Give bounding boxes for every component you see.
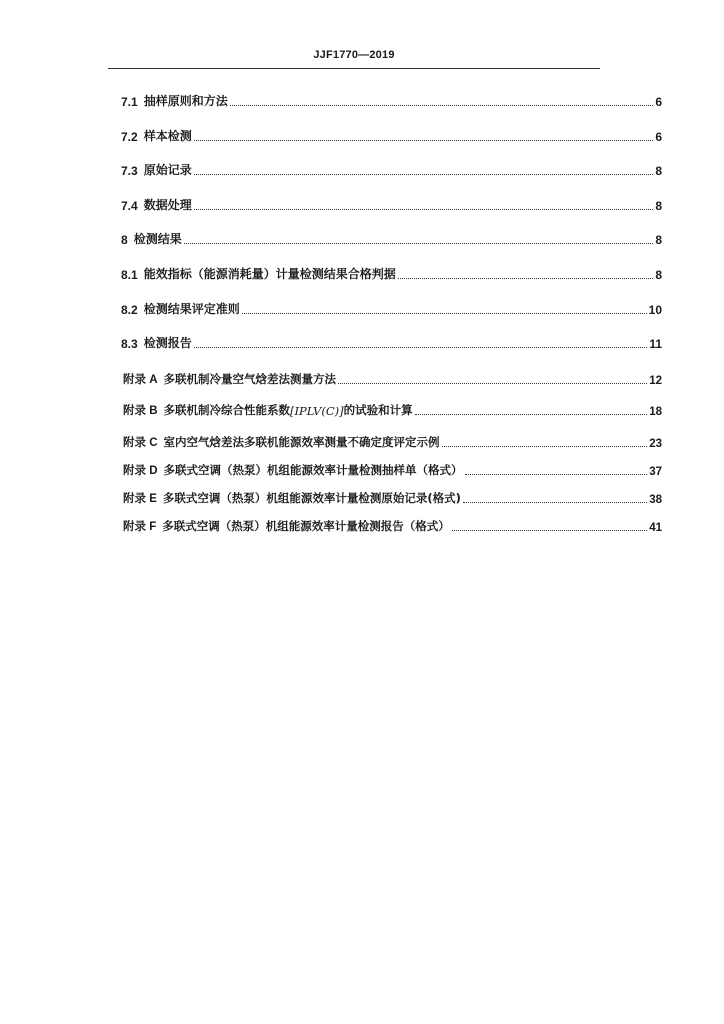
- toc-title: 多联式空调（热泵）机组能源效率计量检测原始记录(格式): [162, 491, 461, 505]
- toc-entry-8-2[interactable]: [121, 299, 662, 317]
- dot-leader: [452, 530, 647, 531]
- toc-number: 7.1: [121, 95, 138, 109]
- toc-entry-7-3[interactable]: [121, 160, 662, 178]
- toc-entry-8-3[interactable]: [121, 333, 662, 351]
- toc-title: 多联式空调（热泵）机组能源效率计量检测报告（格式）: [162, 519, 450, 533]
- dot-leader: [465, 474, 648, 475]
- toc-entry-appendix-d[interactable]: [123, 460, 662, 478]
- toc-entry-8[interactable]: [121, 229, 662, 247]
- dot-leader: [338, 383, 647, 384]
- dot-leader: [398, 278, 654, 279]
- toc-number: 8.2: [121, 303, 138, 317]
- toc-page-number: 8: [655, 164, 662, 178]
- toc-page-number: 37: [649, 466, 662, 478]
- toc-number: 8.3: [121, 337, 138, 351]
- toc-title: 检测结果评定准则: [143, 302, 240, 316]
- toc-title: 原始记录: [143, 163, 192, 177]
- toc-title: 能效指标（能源消耗量）计量检测结果合格判据: [143, 267, 396, 281]
- toc-page-number: 6: [655, 95, 662, 109]
- appendix-label: 附录 F: [123, 521, 157, 533]
- dot-leader: [415, 414, 648, 415]
- toc-number: 8.1: [121, 268, 138, 282]
- toc-number: 7.3: [121, 164, 138, 178]
- appendix-label: 附录 C: [123, 437, 158, 449]
- toc-page-number: 8: [655, 233, 662, 247]
- toc-number: 8: [121, 233, 128, 247]
- toc-page-number: 41: [649, 522, 662, 534]
- iplv-formula: [IPLV(C)]: [290, 404, 344, 418]
- toc-title: 检测结果: [133, 232, 182, 246]
- header-rule: [108, 68, 600, 69]
- toc-title: 多联机制冷量空气焓差法测量方法: [163, 372, 336, 386]
- dot-leader: [194, 140, 654, 141]
- dot-leader: [442, 446, 648, 447]
- toc-entry-appendix-b[interactable]: [123, 400, 662, 418]
- toc-title: 样本检测: [143, 129, 192, 143]
- toc-title: 室内空气焓差法多联机能源效率测量不确定度评定示例: [163, 435, 440, 449]
- toc-page-number: 6: [655, 130, 662, 144]
- dot-leader: [194, 174, 654, 175]
- appendix-label: 附录 A: [123, 374, 158, 386]
- toc-entry-appendix-f[interactable]: [123, 516, 662, 534]
- toc-title-part: 的试验和计算: [343, 403, 413, 417]
- dot-leader: [194, 347, 648, 348]
- toc-number: 7.4: [121, 199, 138, 213]
- toc-entry-7-1[interactable]: [121, 91, 662, 109]
- dot-leader: [242, 313, 647, 314]
- toc-page-number: 10: [648, 303, 662, 317]
- appendix-label: 附录 B: [123, 405, 158, 417]
- toc-page-number: 18: [649, 406, 662, 418]
- toc-page-number: 8: [655, 268, 662, 282]
- toc-title: 检测报告: [143, 336, 192, 350]
- toc-page-number: 38: [649, 494, 662, 506]
- toc-title: 抽样原则和方法: [143, 94, 228, 108]
- toc-page-number: 12: [649, 375, 662, 387]
- appendix-label: 附录 D: [123, 465, 158, 477]
- dot-leader: [463, 502, 647, 503]
- toc-title: 多联式空调（热泵）机组能源效率计量检测抽样单（格式）: [163, 463, 463, 477]
- dot-leader: [194, 209, 654, 210]
- toc-page-number: 8: [655, 199, 662, 213]
- toc-page-number: 11: [649, 337, 662, 351]
- dot-leader: [230, 105, 654, 106]
- toc-entry-7-4[interactable]: [121, 195, 662, 213]
- toc-entry-appendix-e[interactable]: [123, 488, 662, 506]
- appendix-label: 附录 E: [123, 493, 157, 505]
- toc-page-number: 23: [649, 438, 662, 450]
- toc-entry-8-1[interactable]: [121, 264, 662, 282]
- toc-title: 数据处理: [143, 198, 192, 212]
- document-code-header: JJF1770—2019: [313, 49, 395, 61]
- toc-title-part: 多联机制冷综合性能系数: [163, 403, 290, 417]
- dot-leader: [184, 243, 654, 244]
- toc-entry-appendix-a[interactable]: [123, 369, 662, 387]
- toc-entry-appendix-c[interactable]: [123, 432, 662, 450]
- toc-number: 7.2: [121, 130, 138, 144]
- toc-entry-7-2[interactable]: [121, 126, 662, 144]
